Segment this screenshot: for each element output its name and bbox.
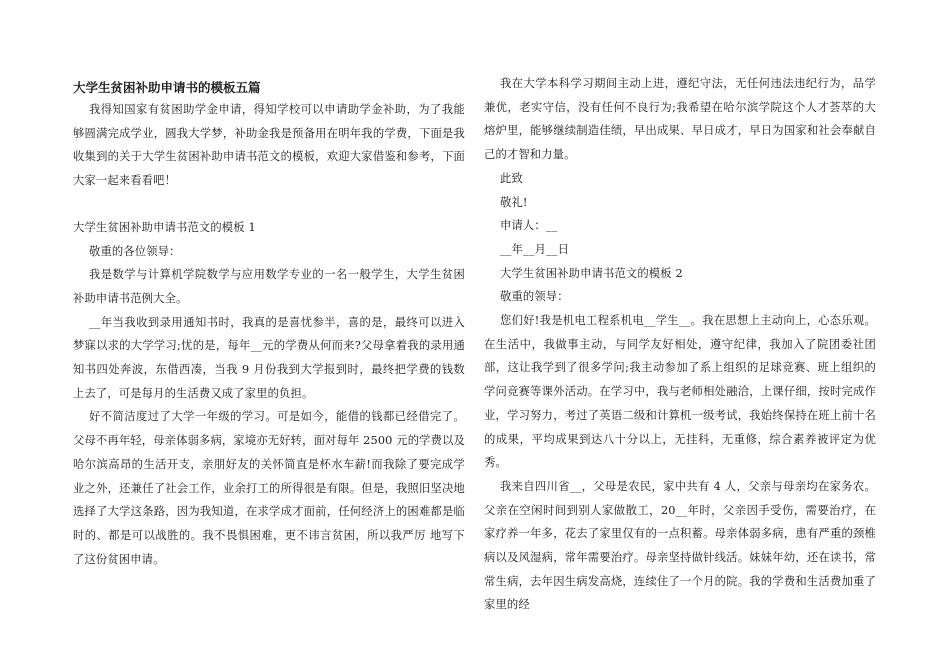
closing-regards: 敬礼!: [500, 195, 528, 209]
right-column: [484, 72, 876, 617]
closing-line: 此致: [500, 171, 523, 185]
body-paragraph: 我来自四川省__，父母是农民，家中共有 4 人，父亲与母亲均在家务农。父亲在空闲时间到别人家做散工，20__年时，父亲因手受伤，需要治疗，在家疗养一年多，花去了家里仅有的一点积蓄。母亲体弱多病，患有严重的颈椎病以及风湿病，常年需要治疗。母亲坚持做针线活。妹妹年幼，还在读书，常常生病，去年因生病发高烧，连续住了一个月的院。我的学费和生活费加重了家里的经: [484, 479, 876, 612]
body-paragraph: 我在大学本科学习期间主动上进，遵纪守法，无任何违法违纪行为，品学兼优，老实守信，没有任何不良行为;我希望在哈尔滨学院这个人才荟萃的大熔炉里，能够继续制造佳绩，早出成果、早日成才，早日为国家和社会奉献自己的才智和力量。: [484, 77, 876, 162]
paragraph-gap: [73, 193, 465, 216]
section-heading-template-2: 大学生贫困补助申请书范文的模板 2: [500, 266, 683, 280]
document-title: 大学生贫困补助申请书的模板五篇: [73, 80, 261, 95]
body-paragraph: 好不简洁度过了大学一年级的学习。可是如今，能借的钱都已经借完了。父母不再年轻，母亲体弱多病，家境亦无好转，面对每年 2500 元的学费以及哈尔滨高昂的生活开支，亲朋好友的关怀简直是杯水车薪!而我除了要完成学业之外，还兼任了社会工作，业余打工的所得很是有限。但是，我照旧坚决地选择了大学这条路，因为我知道，在求学成才面前，任何经济上的困难都是临时的、都是可以战胜的。我不畏惧困难，更不讳言贫困，所以我严厉 地写下了这份贫困申请。: [73, 410, 465, 566]
left-column: [73, 72, 465, 571]
body-paragraph: 我是数学与计算机学院数学与应用数学专业的一名一般学生，大学生贫困补助申请书范例大全。: [73, 268, 465, 305]
salutation: 敬重的领导：: [500, 290, 569, 304]
body-paragraph: 您们好!我是机电工程系机电__学生__。我在思想上主动向上，心态乐观。在生活中，我做事主动，与同学友好相处，遵守纪律，我加入了院团委社团部，这让我学到了很多学问;我主动参加了系上组织的足球竞赛、班上组织的学问竞赛等课外活动。在学习中，我与老师相处融洽，上课仔细，按时完成作业，学习努力，考过了英语二级和计算机一级考试，我始终保持在班上前十名的成果，平均成果到达八十分以上，无挂科，无重修，综合素养被评定为优秀。: [484, 314, 876, 470]
date-line: __年__月__日: [500, 242, 570, 256]
section-heading-template-1: 大学生贫困补助申请书范文的模板 1: [73, 220, 256, 234]
body-paragraph: __年当我收到录用通知书时，我真的是喜忧参半，喜的是，最终可以进入梦寐以求的大学学习;忧的是，每年__元的学费从何而来?父母拿着我的录用通知书四处奔波，东借西凑，当我 9 月份我到大学报到时，最终把学费的钱数上去了，可是每月的生活费又成了家里的负担。: [73, 315, 465, 400]
applicant-line: 申请人：__: [500, 219, 558, 233]
intro-paragraph: 我得知国家有贫困助学金申请，得知学校可以申请助学金补助，为了我能够圆满完成学业，圆我大学梦，补助金我是预备用在明年我的学费，下面是我收集到的关于大学生贫困补助申请书范文的模板，欢迎大家借鉴和参考，下面大家一起来看看吧！: [73, 103, 465, 188]
salutation: 敬重的各位领导：: [89, 244, 181, 258]
